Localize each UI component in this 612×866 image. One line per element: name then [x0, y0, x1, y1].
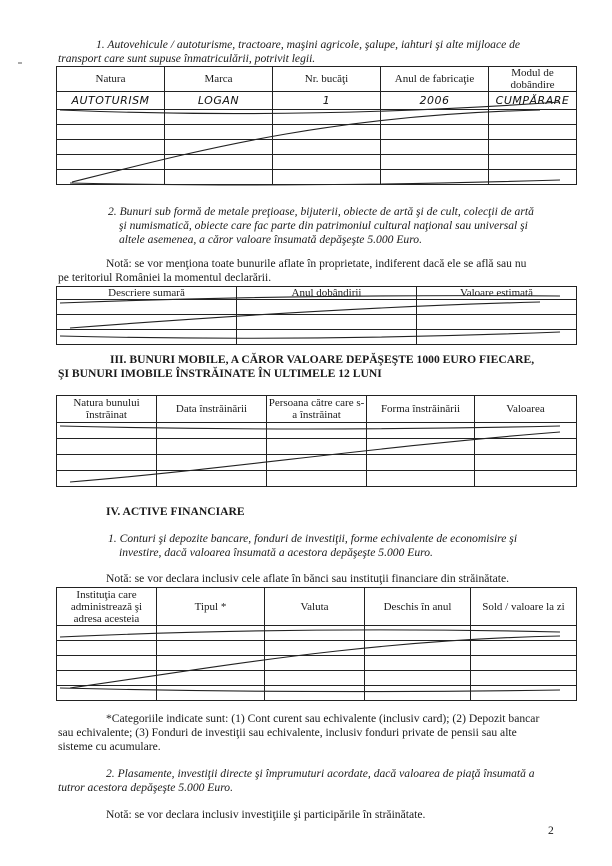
page-number: 2: [548, 824, 554, 837]
col-header: Descriere sumară: [57, 287, 237, 300]
table-row: [57, 423, 577, 439]
table-header-row: [57, 396, 577, 423]
handwritten-cell: LOGAN: [165, 92, 273, 110]
table-row: [57, 140, 577, 155]
section4-item2-line1: 2. Plasamente, investiţii directe şi împrumuturi acordate, dacă valoarea de piaţă însumată a: [106, 767, 535, 780]
footnote-line2: sau echivalente; (3) Fonduri de investiţii sau echivalente, inclusiv fonduri private de pensii sau alte: [58, 726, 517, 739]
table-row: [57, 155, 577, 170]
alienated-assets-table: [56, 395, 577, 487]
col-header: Natura: [57, 67, 165, 92]
section4-note2: Notă: se vor declara inclusiv investiţiile şi participările în străinătate.: [106, 808, 426, 821]
table-row: [57, 671, 577, 686]
section2-item-line3: altele asemenea, a căror valoare însumată depăşeşte 5.000 Euro.: [119, 233, 422, 246]
table-row: [57, 656, 577, 671]
col-header: Anul dobândirii: [237, 287, 417, 300]
table-header-row: [57, 287, 577, 300]
col-header: Deschis în anul: [365, 588, 471, 626]
section4-item1-line1: 1. Conturi şi depozite bancare, fonduri de investiţii, forme echivalente de economisire şi: [108, 532, 518, 545]
table-row: [57, 92, 577, 110]
section3-title-line1: III. BUNURI MOBILE, A CĂROR VALOARE DEPĂŞEŞTE 1000 EURO FIECARE,: [110, 353, 535, 366]
handwritten-cell: CUMPĂRARE: [489, 92, 577, 110]
table-row: [57, 315, 577, 330]
col-header: Modul de dobândire: [489, 67, 577, 92]
table-header-row: [57, 67, 577, 92]
table-row: [57, 170, 577, 185]
table-header-row: [57, 588, 577, 626]
section2-note-line1: Notă: se vor menţiona toate bunurile aflate în proprietate, indiferent dacă ele se află sau nu: [106, 257, 527, 270]
section4-item1-line2: investire, dacă valoarea însumată a acestora depăşeşte 5.000 Euro.: [119, 546, 433, 559]
section4-note1: Notă: se vor declara inclusiv cele aflate în bănci sau instituţii financiare din străinătate.: [106, 572, 510, 585]
section1-item-line2: transport care sunt supuse înmatriculării, potrivit legii.: [58, 52, 316, 65]
section1-item-line1: 1. Autovehicule / autoturisme, tractoare, maşini agricole, şalupe, iahturi şi alte mijloace de: [96, 38, 521, 51]
footnote-line1: *Categoriile indicate sunt: (1) Cont curent sau echivalente (inclusiv card); (2) Depozit bancar: [106, 712, 540, 725]
table-row: [57, 686, 577, 701]
table-row: [57, 110, 577, 125]
accounts-table: [56, 587, 577, 701]
handwritten-cell: 2006: [381, 92, 489, 110]
section4-title: IV. ACTIVE FINANCIARE: [106, 505, 245, 518]
col-header: Forma înstrăinării: [367, 396, 475, 423]
table-row: [57, 455, 577, 471]
col-header: Tipul *: [157, 588, 265, 626]
col-header: Persoana către care s-a înstrăinat: [267, 396, 367, 423]
footnote-line3: sisteme cu acumulare.: [58, 740, 161, 753]
section2-note-line2: pe teritoriul României la momentul declarării.: [58, 271, 272, 284]
table-row: [57, 125, 577, 140]
section3-title-line2: ŞI BUNURI IMOBILE ÎNSTRĂINATE ÎN ULTIMELE 12 LUNI: [58, 367, 382, 380]
table-row: [57, 330, 577, 345]
col-header: Anul de fabricaţie: [381, 67, 489, 92]
col-header: Natura bunului înstrăinat: [57, 396, 157, 423]
table-row: [57, 471, 577, 487]
table-row: [57, 641, 577, 656]
handwritten-cell: 1: [273, 92, 381, 110]
section2-item-line2: şi numismatică, obiecte care fac parte din patrimoniul cultural naţional sau universal şi: [119, 219, 528, 232]
col-header: Valoare estimată: [417, 287, 577, 300]
vehicles-table: [56, 66, 577, 185]
col-header: Nr. bucăţi: [273, 67, 381, 92]
col-header: Data înstrăinării: [157, 396, 267, 423]
table-row: [57, 626, 577, 641]
col-header: Instituţia care administrează şi adresa acesteia: [57, 588, 157, 626]
section2-item-line1: 2. Bunuri sub formă de metale preţioase, bijuterii, obiecte de artă şi de cult, colecţii de artă: [108, 205, 534, 218]
col-header: Marca: [165, 67, 273, 92]
section4-item2-line2: tutror acestora depăşeşte 5.000 Euro.: [58, 781, 233, 794]
valuables-table: [56, 286, 577, 345]
table-row: [57, 439, 577, 455]
col-header: Valuta: [265, 588, 365, 626]
table-row: [57, 300, 577, 315]
handwritten-cell: AUTOTURISM: [57, 92, 165, 110]
col-header: Sold / valoare la zi: [471, 588, 577, 626]
col-header: Valoarea: [475, 396, 577, 423]
